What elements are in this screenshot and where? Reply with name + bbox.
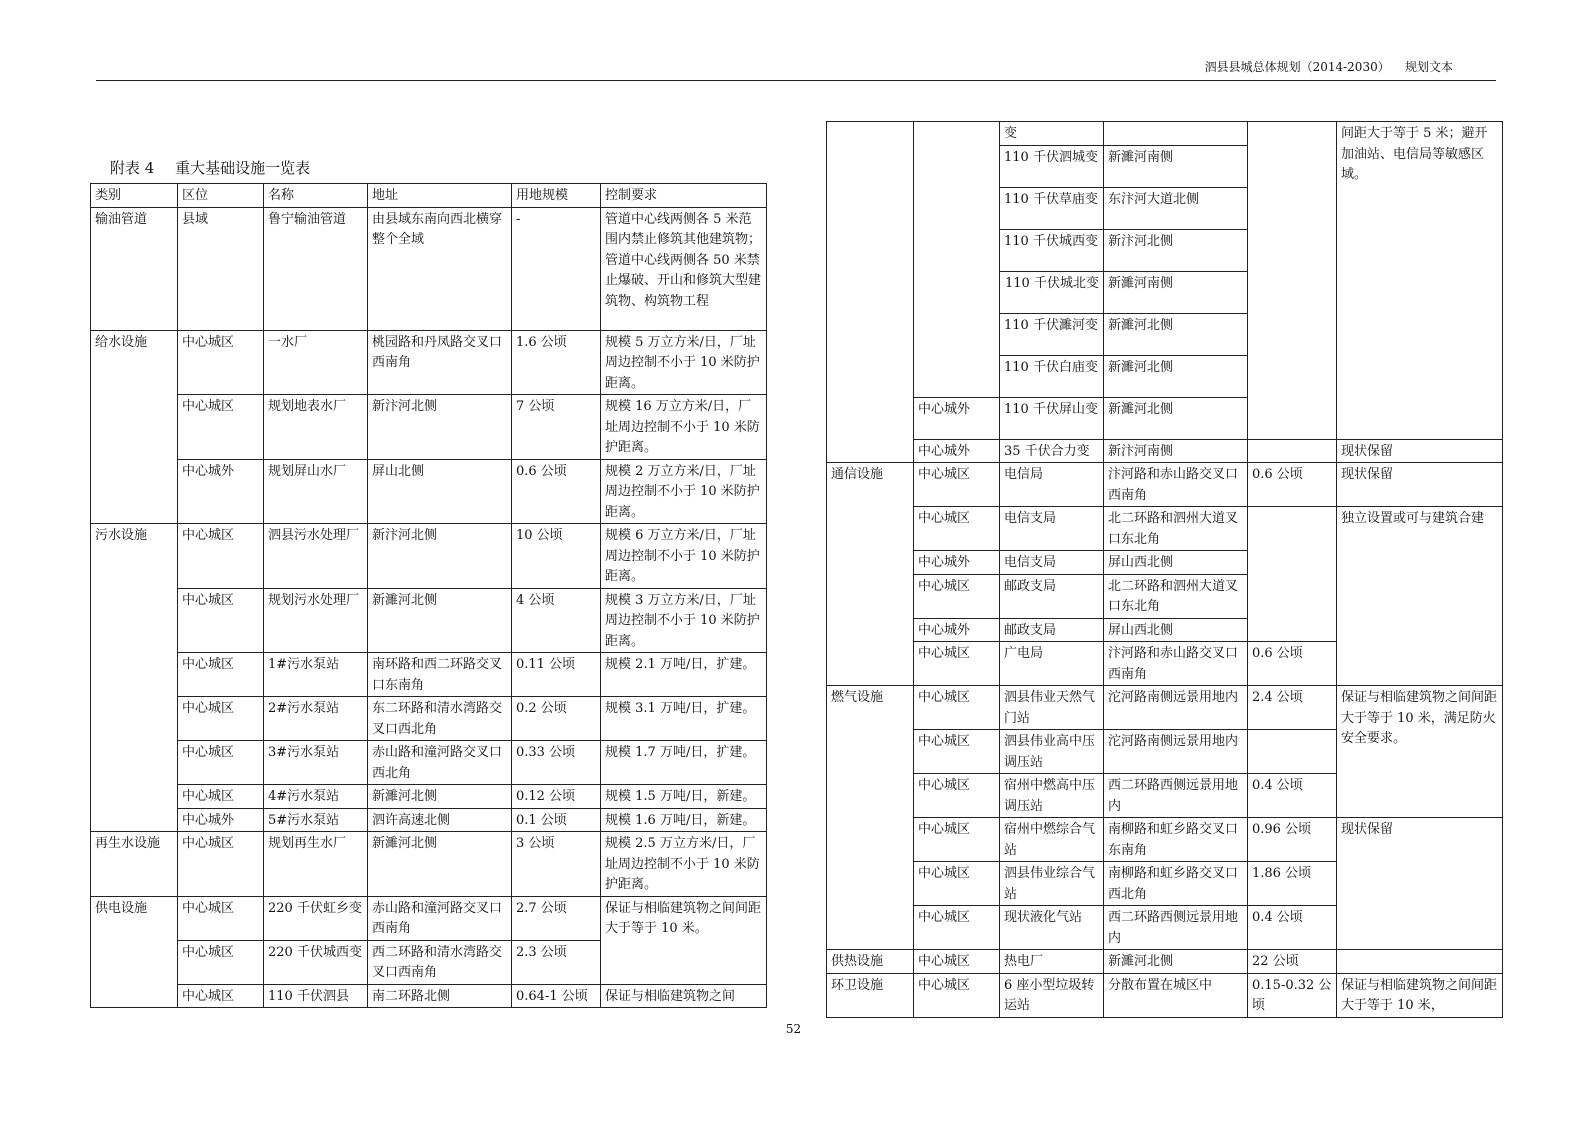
name-cell: 热电厂	[1000, 950, 1104, 974]
location-cell: 中心城外	[914, 439, 1000, 463]
table-row	[91, 896, 767, 940]
area-cell: 0.1 公顷	[512, 808, 601, 832]
name-cell: 2#污水泵站	[264, 697, 368, 741]
location-cell: 中心城区	[178, 524, 264, 589]
requirement-cell: 保证与相临建筑物之间间距大于等于 10 米。	[601, 896, 767, 984]
address-cell: 新濉河北侧	[368, 785, 512, 809]
table-row	[91, 697, 767, 741]
page-number: 52	[785, 1022, 802, 1036]
requirement-cell: 现状保留	[1337, 818, 1503, 950]
table-title-label: 附表 4	[110, 159, 155, 177]
table-row	[827, 973, 1503, 1017]
name-cell: 鲁宁输油管道	[264, 207, 368, 330]
address-cell: 新汴河北侧	[1104, 229, 1248, 271]
location-cell: 中心城外	[914, 551, 1000, 575]
location-cell: 中心城外	[178, 808, 264, 832]
location-cell: 中心城区	[178, 785, 264, 809]
area-cell: 0.6 公顷	[512, 459, 601, 524]
table-row	[91, 588, 767, 653]
area-cell: 0.96 公顷	[1248, 818, 1337, 862]
address-cell: 新濉河南侧	[1104, 271, 1248, 313]
table-row	[827, 463, 1503, 507]
location-cell	[914, 122, 1000, 398]
area-cell: 22 公顷	[1248, 950, 1337, 974]
location-cell: 中心城区	[178, 984, 264, 1008]
name-cell: 规划地表水厂	[264, 395, 368, 460]
address-cell: 新汴河北侧	[368, 395, 512, 460]
table-row	[827, 950, 1503, 974]
name-cell: 电信支局	[1000, 507, 1104, 551]
address-cell: 沱河路南侧远景用地内	[1104, 730, 1248, 774]
location-cell: 中心城外	[914, 618, 1000, 642]
location-cell: 中心城区	[914, 463, 1000, 507]
requirement-cell	[1337, 950, 1503, 974]
requirement-cell: 管道中心线两侧各 5 米范围内禁止修筑其他建筑物；管道中心线两侧各 50 米禁止爆破、开山和修筑大型建筑物、构筑物工程	[601, 207, 767, 330]
name-cell: 现状液化气站	[1000, 906, 1104, 950]
address-cell: 新濉河北侧	[368, 588, 512, 653]
col-header-name: 名称	[264, 184, 368, 208]
address-cell: 分散布置在城区中	[1104, 973, 1248, 1017]
header-title: 泗县县城总体规划（2014-2030）	[1204, 60, 1390, 74]
table-row	[91, 653, 767, 697]
area-cell: 2.3 公顷	[512, 940, 601, 984]
col-header-control-requirements: 控制要求	[601, 184, 767, 208]
col-header-land-area: 用地规模	[512, 184, 601, 208]
area-cell: 0.4 公顷	[1248, 774, 1337, 818]
category-cell: 燃气设施	[827, 686, 914, 950]
address-cell: 汴河路和赤山路交叉口西南角	[1104, 642, 1248, 686]
table-title-name: 重大基础设施一览表	[175, 159, 311, 177]
requirement-cell: 间距大于等于 5 米；避开加油站、电信局等敏感区域。	[1337, 122, 1503, 440]
address-cell: 汴河路和赤山路交叉口西南角	[1104, 463, 1248, 507]
location-cell: 中心城区	[914, 730, 1000, 774]
table-row	[827, 122, 1503, 146]
col-header-category: 类别	[91, 184, 178, 208]
requirement-cell: 规模 3 万立方米/日，厂址周边控制不小于 10 米防护距离。	[601, 588, 767, 653]
address-cell: 南柳路和虹乡路交叉口东南角	[1104, 818, 1248, 862]
table-row	[91, 459, 767, 524]
requirement-cell: 规模 5 万立方米/日，厂址周边控制不小于 10 米防护距离。	[601, 330, 767, 395]
requirement-cell: 独立设置或可与建筑合建	[1337, 507, 1503, 686]
area-cell: 0.6 公顷	[1248, 642, 1337, 686]
address-cell: 北二环路和泗州大道叉口东北角	[1104, 507, 1248, 551]
category-cell: 输油管道	[91, 207, 178, 330]
area-cell: 0.2 公顷	[512, 697, 601, 741]
address-cell: 新汴河南侧	[1104, 439, 1248, 463]
requirement-cell: 规模 1.6 万吨/日，新建。	[601, 808, 767, 832]
header-doc-type: 规划文本	[1404, 60, 1453, 74]
area-cell	[1248, 439, 1337, 463]
location-cell: 中心城区	[914, 774, 1000, 818]
location-cell: 中心城区	[178, 940, 264, 984]
name-cell: 220 千伏城西变	[264, 940, 368, 984]
name-cell: 110 千伏泗城变	[1000, 145, 1104, 187]
address-cell: 东二环路和清水湾路交叉口西北角	[368, 697, 512, 741]
table-header-row	[91, 184, 767, 208]
location-cell: 中心城区	[914, 686, 1000, 730]
name-cell: 110 千伏城西变	[1000, 229, 1104, 271]
name-cell: 泗县伟业天然气门站	[1000, 686, 1104, 730]
area-cell: 2.4 公顷	[1248, 686, 1337, 730]
col-header-location: 区位	[178, 184, 264, 208]
address-cell: 屏山西北侧	[1104, 618, 1248, 642]
area-cell: 1.6 公顷	[512, 330, 601, 395]
area-cell: 0.11 公顷	[512, 653, 601, 697]
name-cell: 规划屏山水厂	[264, 459, 368, 524]
address-cell: 屏山西北侧	[1104, 551, 1248, 575]
requirement-cell: 规模 6 万立方米/日，厂址周边控制不小于 10 米防护距离。	[601, 524, 767, 589]
address-cell: 南环路和西二环路交叉口东南角	[368, 653, 512, 697]
address-cell: 新濉河北侧	[1104, 313, 1248, 355]
address-cell: 新濉河北侧	[1104, 355, 1248, 397]
address-cell: 新汴河北侧	[368, 524, 512, 589]
address-cell: 新濉河北侧	[1104, 950, 1248, 974]
location-cell: 中心城区	[178, 588, 264, 653]
name-cell: 宿州中燃综合气站	[1000, 818, 1104, 862]
requirement-cell: 规模 1.5 万吨/日，新建。	[601, 785, 767, 809]
table-row	[91, 832, 767, 897]
name-cell: 35 千伏合力变	[1000, 439, 1104, 463]
requirement-cell: 规模 2.1 万吨/日，扩建。	[601, 653, 767, 697]
location-cell: 县域	[178, 207, 264, 330]
location-cell: 中心城区	[178, 330, 264, 395]
requirement-cell: 现状保留	[1337, 463, 1503, 507]
address-cell: 南柳路和虹乡路交叉口西北角	[1104, 862, 1248, 906]
address-cell: 新濉河北侧	[368, 832, 512, 897]
location-cell: 中心城区	[178, 697, 264, 741]
location-cell: 中心城外	[914, 397, 1000, 439]
location-cell: 中心城区	[914, 862, 1000, 906]
address-cell: 桃园路和丹凤路交叉口西南角	[368, 330, 512, 395]
name-cell: 6 座小型垃圾转运站	[1000, 973, 1104, 1017]
category-cell: 再生水设施	[91, 832, 178, 897]
requirement-cell: 规模 2 万立方米/日，厂址周边控制不小于 10 米防护距离。	[601, 459, 767, 524]
requirement-cell: 规模 2.5 万立方米/日，厂址周边控制不小于 10 米防护距离。	[601, 832, 767, 897]
name-cell: 3#污水泵站	[264, 741, 368, 785]
header-rule	[96, 80, 1496, 81]
table-row	[827, 818, 1503, 862]
name-cell: 220 千伏虹乡变	[264, 896, 368, 940]
table-row	[91, 330, 767, 395]
category-cell: 污水设施	[91, 524, 178, 832]
address-cell: 屏山北侧	[368, 459, 512, 524]
area-cell	[1248, 122, 1337, 440]
name-cell: 110 千伏草庙变	[1000, 187, 1104, 229]
table-title	[110, 157, 326, 178]
address-cell: 新濉河南侧	[1104, 145, 1248, 187]
name-cell: 规划污水处理厂	[264, 588, 368, 653]
category-cell: 环卫设施	[827, 973, 914, 1017]
table-row	[827, 507, 1503, 551]
table-row	[827, 686, 1503, 730]
name-cell: 泗县伟业高中压调压站	[1000, 730, 1104, 774]
area-cell: 0.64-1 公顷	[512, 984, 601, 1008]
address-cell: 泗许高速北侧	[368, 808, 512, 832]
location-cell: 中心城区	[914, 642, 1000, 686]
requirement-cell: 规模 1.7 万吨/日，扩建。	[601, 741, 767, 785]
table-row	[827, 439, 1503, 463]
area-cell: 0.4 公顷	[1248, 906, 1337, 950]
location-cell: 中心城区	[178, 741, 264, 785]
address-cell: 西二环路西侧远景用地内	[1104, 774, 1248, 818]
location-cell: 中心城区	[914, 950, 1000, 974]
area-cell: 0.6 公顷	[1248, 463, 1337, 507]
name-cell: 电信局	[1000, 463, 1104, 507]
requirement-cell: 保证与相临建筑物之间间距大于等于 10 米，满足防火安全要求。	[1337, 686, 1503, 818]
name-cell: 1#污水泵站	[264, 653, 368, 697]
header-text	[1205, 58, 1453, 75]
area-cell: -	[512, 207, 601, 330]
location-cell: 中心城区	[914, 973, 1000, 1017]
address-cell	[1104, 122, 1248, 146]
location-cell: 中心城区	[914, 574, 1000, 618]
area-cell: 3 公顷	[512, 832, 601, 897]
name-cell: 110 千伏屏山变	[1000, 397, 1104, 439]
location-cell: 中心城区	[914, 906, 1000, 950]
name-cell: 泗县污水处理厂	[264, 524, 368, 589]
infrastructure-table-left	[90, 183, 767, 1008]
name-cell: 规划再生水厂	[264, 832, 368, 897]
name-cell: 广电局	[1000, 642, 1104, 686]
table-row	[91, 785, 767, 809]
requirement-cell: 保证与相临建筑物之间间距大于等于 10 米，	[1337, 973, 1503, 1017]
table-row	[91, 984, 767, 1008]
location-cell: 中心城区	[178, 832, 264, 897]
name-cell: 一水厂	[264, 330, 368, 395]
address-cell: 赤山路和潼河路交叉口西北角	[368, 741, 512, 785]
requirement-cell: 规模 16 万立方米/日，厂址周边控制不小于 10 米防护距离。	[601, 395, 767, 460]
address-cell: 南二环路北侧	[368, 984, 512, 1008]
name-cell: 110 千伏白庙变	[1000, 355, 1104, 397]
table-row	[91, 524, 767, 589]
area-cell: 4 公顷	[512, 588, 601, 653]
table-row	[91, 395, 767, 460]
name-cell: 110 千伏濉河变	[1000, 313, 1104, 355]
area-cell: 10 公顷	[512, 524, 601, 589]
infrastructure-table-right	[826, 121, 1503, 1018]
location-cell: 中心城区	[914, 818, 1000, 862]
area-cell	[1248, 730, 1337, 774]
location-cell: 中心城区	[914, 507, 1000, 551]
location-cell: 中心城区	[178, 896, 264, 940]
requirement-cell: 规模 3.1 万吨/日，扩建。	[601, 697, 767, 741]
name-cell: 宿州中燃高中压调压站	[1000, 774, 1104, 818]
name-cell: 邮政支局	[1000, 618, 1104, 642]
table-row	[91, 808, 767, 832]
table-row	[91, 741, 767, 785]
category-cell: 供电设施	[91, 896, 178, 1008]
name-cell: 变	[1000, 122, 1104, 146]
address-cell: 北二环路和泗州大道叉口东北角	[1104, 574, 1248, 618]
category-cell: 给水设施	[91, 330, 178, 524]
area-cell	[1248, 507, 1337, 642]
name-cell: 110 千伏泗县	[264, 984, 368, 1008]
area-cell: 7 公顷	[512, 395, 601, 460]
name-cell: 泗县伟业综合气站	[1000, 862, 1104, 906]
name-cell: 5#污水泵站	[264, 808, 368, 832]
address-cell: 沱河路南侧远景用地内	[1104, 686, 1248, 730]
table-row	[91, 207, 767, 330]
area-cell: 0.12 公顷	[512, 785, 601, 809]
location-cell: 中心城外	[178, 459, 264, 524]
col-header-address: 地址	[368, 184, 512, 208]
area-cell: 0.33 公顷	[512, 741, 601, 785]
area-cell: 1.86 公顷	[1248, 862, 1337, 906]
location-cell: 中心城区	[178, 653, 264, 697]
area-cell: 2.7 公顷	[512, 896, 601, 940]
requirement-cell: 保证与相临建筑物之间	[601, 984, 767, 1008]
area-cell: 0.15-0.32 公顷	[1248, 973, 1337, 1017]
category-cell: 通信设施	[827, 463, 914, 686]
category-cell: 供热设施	[827, 950, 914, 974]
page-header	[0, 58, 1587, 76]
address-cell: 东汴河大道北侧	[1104, 187, 1248, 229]
address-cell: 由县域东南向西北横穿整个全域	[368, 207, 512, 330]
address-cell: 赤山路和潼河路交叉口西南角	[368, 896, 512, 940]
address-cell: 西二环路西侧远景用地内	[1104, 906, 1248, 950]
requirement-cell: 现状保留	[1337, 439, 1503, 463]
name-cell: 邮政支局	[1000, 574, 1104, 618]
address-cell: 西二环路和清水湾路交叉口西南角	[368, 940, 512, 984]
category-cell	[827, 122, 914, 463]
name-cell: 110 千伏城北变	[1000, 271, 1104, 313]
address-cell: 新濉河北侧	[1104, 397, 1248, 439]
name-cell: 4#污水泵站	[264, 785, 368, 809]
name-cell: 电信支局	[1000, 551, 1104, 575]
location-cell: 中心城区	[178, 395, 264, 460]
